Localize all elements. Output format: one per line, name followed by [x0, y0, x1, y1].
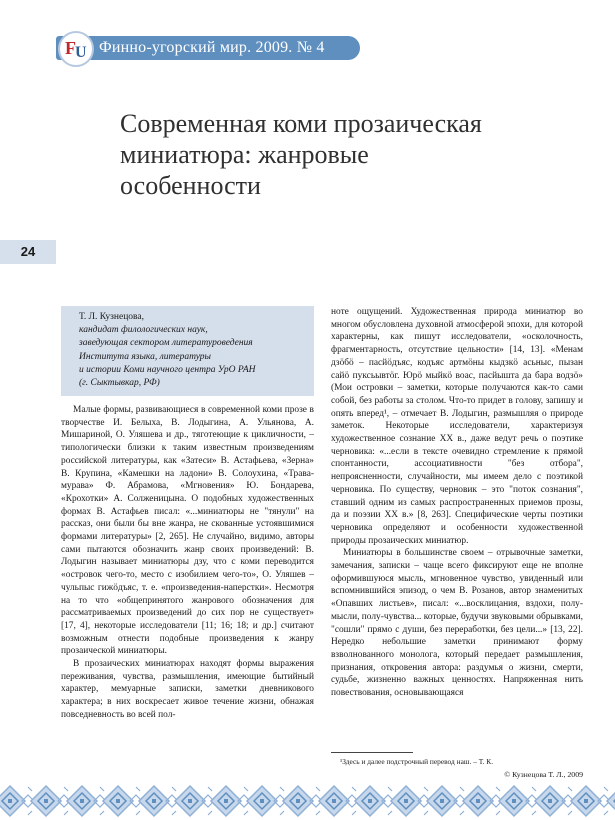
article-title: Современная коми прозаическая миниатюра: жанровые особенности	[120, 109, 482, 200]
body-paragraph: ноте ощущений. Художественная природа миниатюр во многом обусловлена духовной атмосферой эпохи, для которой характерны, как пишут исследователи, «осколочность, фрагментарность, отсутствие цельности» [14, 13]. «Менам дзӧбӧ – пасйӧдъяс, кодъяс артмӧны кыдзкӧ асьныс, пызан сайӧ пуксьывтӧг. Юрӧ мыйкӧ воас, пасйышта да бара водзӧ» (Мои островки – заметки, которые получаются как-то сами собой, без работы за столом. Что-то придет в голову, запишу и опять вперед¹, – отмечает В. Лодыгин, размышляя о природе заметок. Некоторые исследователи, характеризуя художественное сознание XX в., даже ведут речь о поэтике черновика: «...если в тексте очевидно стремление к прямой спонтанности, ассоциативности "без отбора", непроясненности, случайности, мы имеем дело с поэтикой черновика. По существу, черновик – это "поток сознания", ставший одним из самых распространенных приемов прозы, да и поэзии XX в.» [8, 263]. Специфические черты поэтики черновика определяют и особенности художественной природы прозаических миниатюр.	[331, 307, 583, 546]
page-number: 24	[0, 240, 56, 264]
author-affiliation-line: заведующая сектором литературоведения	[79, 338, 253, 349]
body-paragraph: Малые формы, развивающиеся в современной коми прозе в творчестве И. Белыха, В. Лодыгина, А. Ульянова, А. Мишариной, О. Уляшева и др., тяготеющие к цикличности, – типологически близки к таким известным произведениям российской литературы, как «Затеси» В. Астафьева, «Зерна» В. Крупина, «Камешки на ладони» В. Солоухина, «Трава-мурава» Ф. Абрамова, «Мгновения» Ю. Бондарева, «Крохотки» А. Солженицына. О подобных художественных формах В. Астафьев писал: «...миниатюры не "тянули" на рассказ, они были бы вне жанра, не скованные устоявшимися формами литературы» [2, 265]. Не случайно, видимо, авторы сами пытаются обозначить жанр своих произведений: В. Лодыгин называет миниатюры дзу, что с коми переводится «островок чего-то, место с изобилием чего-то», О. Уляшев – чульпыс гижӧдъяс, т. е. «произведения-наперстки». Несмотря на то что «общепринятого жанрового обозначения для рассматриваемых произведений до сих пор не существует» [17, 4], некоторые исследователи [11; 16; 18; и др.] считают возможным отнести подобные произведения к жанру прозаической миниатюры.	[61, 405, 314, 657]
author-affiliation-line: и истории Коми научного центра УрО РАН	[79, 364, 256, 375]
author-affiliation-line: кандидат филологических наук,	[79, 325, 208, 336]
body-column-left	[61, 404, 314, 722]
journal-logo	[58, 31, 94, 67]
author-affiliation-line: (г. Сыктывкар, РФ)	[79, 378, 160, 389]
ornament-border	[0, 782, 615, 820]
logo-letter-u: U	[75, 44, 87, 61]
body-paragraph: В прозаических миниатюрах находят формы выражения переживания, чувства, размышления, имеющие бытийный характер, мемуарные записки, заметки дневникового характера; в них воскресает живое течение жизни, обнажая повседневность во всей пол-	[61, 659, 314, 720]
author-affiliation-line: Института языка, литературы	[79, 351, 211, 362]
body-paragraph: Миниатюры в большинстве своем – отрывочные заметки, замечания, записки – чаще всего фиксируют еще не вполне оформившуюся мысль, мгновенное чувство, увиденный или вспомнившийся эпизод, о чем В. Розанов, автор знаменитых «Опавших листьев», писал: «...восклицания, вздохи, полу-мысли, полу-чувства... которые, будучи звуковыми обрывками, "сошли" прямо с души, без переработки, без цели...» [13, 22]. Нередко небольшие заметки принимают форму взволнованного монолога, который передает размышления, признания, откровения автора: раздумья о жизни, смерти, судьбе, жизненно важных ценностях. Напряженная нить повествования, основывающаяся	[331, 548, 583, 699]
copyright-notice: © Кузнецова Т. Л., 2009	[504, 770, 583, 779]
author-name: Т. Л. Кузнецова,	[79, 312, 145, 322]
footnote-divider	[331, 752, 413, 753]
author-info-box	[61, 306, 314, 396]
journal-title: Финно-угорский мир. 2009. № 4	[99, 39, 325, 56]
footnote: ¹Здесь и далее подстрочный перевод наш. – Т. К.	[340, 757, 494, 766]
body-column-right	[331, 306, 583, 700]
logo-letter-f: F	[65, 38, 76, 58]
